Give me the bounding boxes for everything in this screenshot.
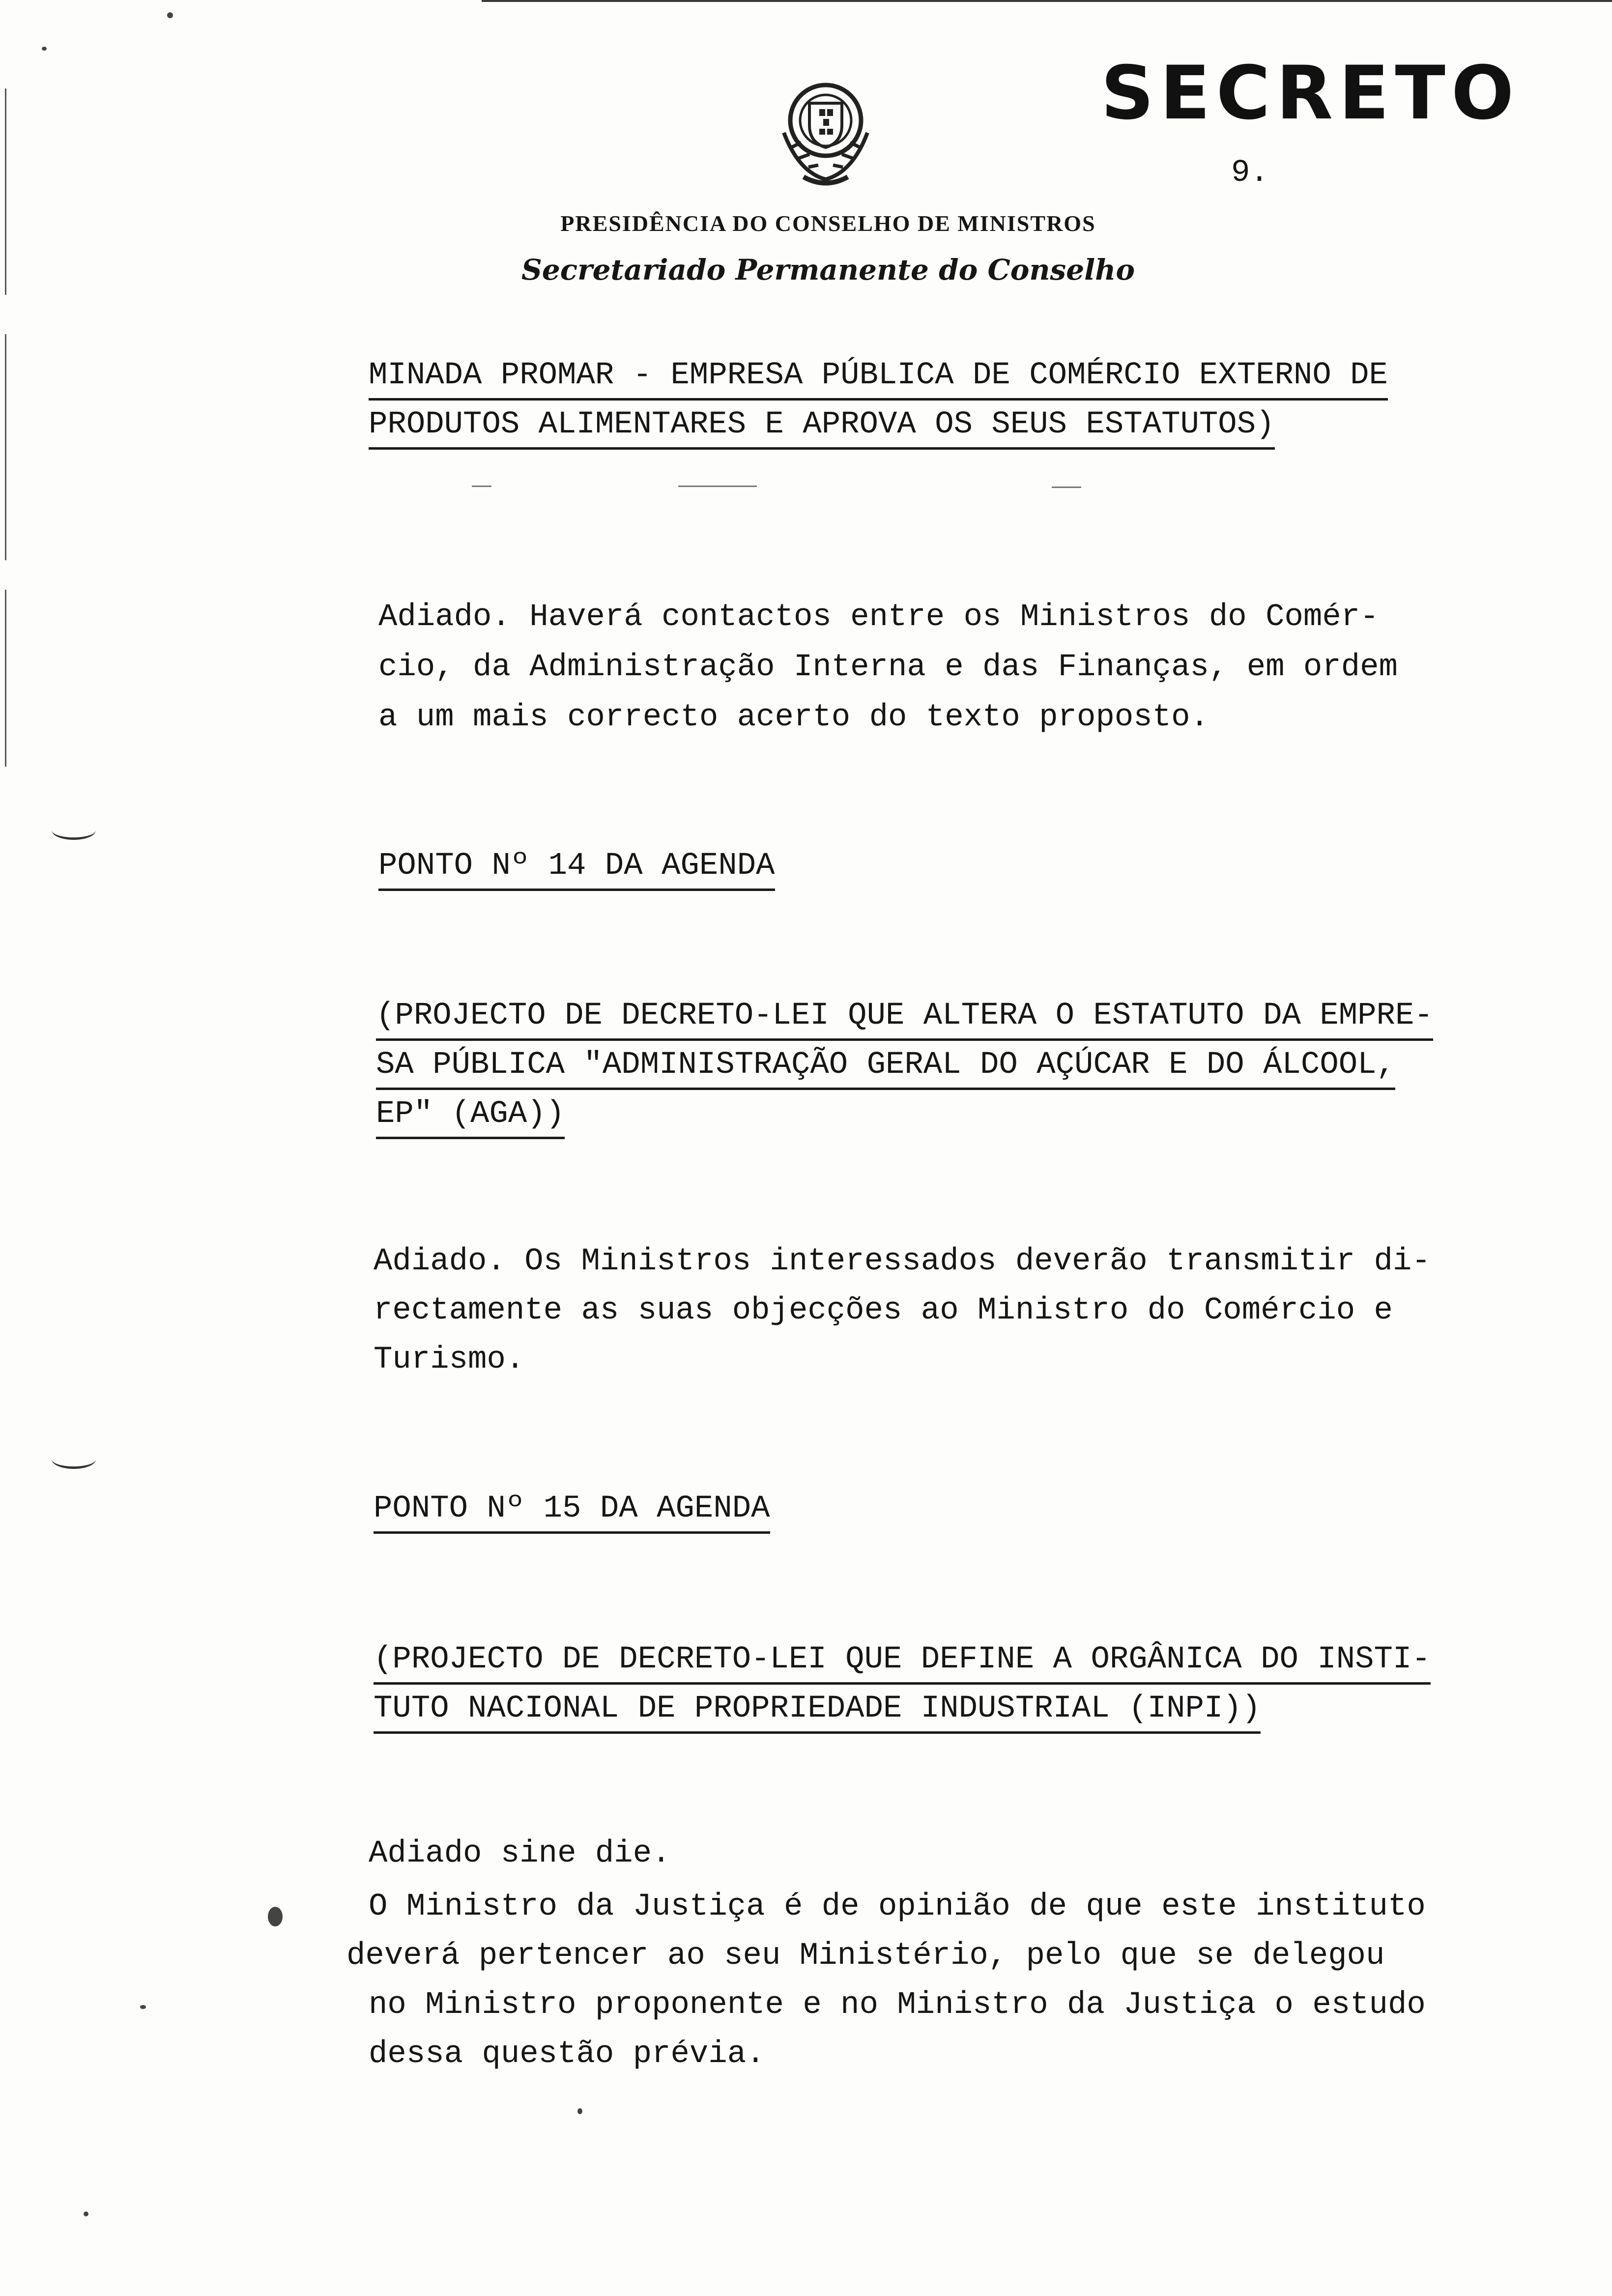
scan-speck <box>268 1907 283 1926</box>
coat-of-arms-icon <box>769 74 882 192</box>
item14-heading: PONTO Nº 14 DA AGENDA <box>378 850 775 882</box>
faint-dash <box>1052 487 1081 488</box>
item13-decision-line-2: cio, da Administração Interna e das Finanças, em ordem <box>378 650 1398 685</box>
department-name: Secretariado Permanente do Conselho <box>521 253 1135 287</box>
item14-decision-line-3: Turismo. <box>374 1342 525 1378</box>
scan-speck <box>42 47 47 51</box>
item14-title-line-2: SA PÚBLICA "ADMINISTRAÇÃO GERAL DO AÇÚCAR E DO ÁLCOOL, <box>376 1049 1395 1081</box>
item15-title-line-1: (PROJECTO DE DECRETO-LEI QUE DEFINE A ORGÂNICA DO INSTI- <box>374 1644 1431 1675</box>
punch-hole-mark <box>52 1450 96 1469</box>
punch-hole-mark <box>52 821 96 840</box>
scan-speck <box>167 12 173 18</box>
item13-title-line-2: PRODUTOS ALIMENTARES E APROVA OS SEUS ESTATUTOS) <box>369 409 1275 440</box>
item15-decision-line-4: no Ministro proponente e no Ministro da Justiça o estudo <box>369 1987 1426 2023</box>
item15-decision-line-5: dessa questão prévia. <box>369 2037 765 2072</box>
scan-top-edge <box>482 0 1612 2</box>
item15-decision-line-3: deverá pertencer ao seu Ministério, pelo que se delegou <box>346 1938 1385 1974</box>
binding-line <box>5 88 6 295</box>
page-number: 9. <box>1231 155 1269 191</box>
organization-name: PRESIDÊNCIA DO CONSELHO DE MINISTROS <box>560 211 1096 236</box>
item14-decision-line-1: Adiado. Os Ministros interessados deverão transmitir di- <box>374 1244 1431 1279</box>
scan-speck <box>577 2108 582 2114</box>
item15-decision-line-2: O Ministro da Justiça é de opinião de que este instituto <box>369 1889 1426 1924</box>
faint-dash <box>472 486 491 487</box>
item15-decision-line-1: Adiado sine die. <box>369 1836 671 1871</box>
secret-stamp: SECRETO <box>1101 51 1520 136</box>
item13-decision-line-3: a um mais correcto acerto do texto proposto. <box>378 700 1209 735</box>
item15-heading: PONTO Nº 15 DA AGENDA <box>374 1493 770 1524</box>
item15-title-line-2: TUTO NACIONAL DE PROPRIEDADE INDUSTRIAL (INPI)) <box>374 1693 1261 1724</box>
item14-title-line-3: EP" (AGA)) <box>376 1098 565 1130</box>
scan-speck <box>84 2211 88 2216</box>
item13-title-line-1: MINADA PROMAR - EMPRESA PÚBLICA DE COMÉRCIO EXTERNO DE <box>369 360 1388 391</box>
item13-decision-line-1: Adiado. Haverá contactos entre os Ministros do Comér- <box>378 600 1379 635</box>
item14-title-line-1: (PROJECTO DE DECRETO-LEI QUE ALTERA O ESTATUTO DA EMPRE- <box>376 1000 1433 1032</box>
faint-dash <box>678 486 757 487</box>
item14-decision-line-2: rectamente as suas objecções ao Ministro do Comércio e <box>374 1293 1393 1328</box>
binding-line <box>5 334 6 560</box>
scan-speck <box>140 2005 146 2009</box>
binding-line <box>5 590 6 767</box>
